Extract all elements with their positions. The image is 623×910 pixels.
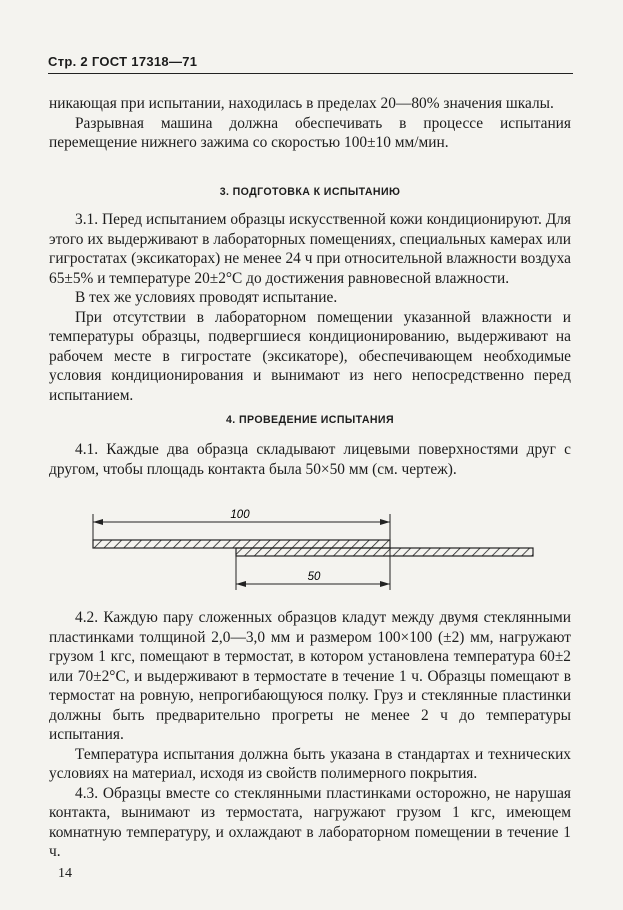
section-3-text: [49, 210, 571, 405]
page-number: 14: [58, 866, 72, 881]
section-4-text-b: [49, 608, 571, 862]
paragraph-4-2-temperature: Температура испытания должна быть указана в стандартах и технических условиях на материал, исходя из свойств полимерного покрытия.: [49, 745, 571, 782]
paragraph-4-3: 4.3. Образцы вместе со стеклянными пластинками осторожно, не нарушая контакта, вынимают из термостата, нагружают грузом 1 кгс, имеющем комнатную температуру, и охлаждают в лабораторном помещении в течение 1 ч.: [49, 784, 571, 860]
dimension-100-label: 100: [230, 509, 250, 521]
paragraph-3-1: 3.1. Перед испытанием образцы искусственной кожи кондиционируют. Для этого их выдерживают в лабораторных помещениях, специальных камерах или гигростатах (эксикаторах) не менее 24 ч при относительной влажности воздуха 65±5% и температуре 20±2°C до достижения равновесной влажности.: [49, 211, 571, 287]
paragraph-continuation: никающая при испытании, находилась в пределах 20—80% значения шкалы.: [49, 95, 554, 112]
section-3-heading: 3. ПОДГОТОВКА К ИСПЫТАНИЮ: [219, 186, 401, 198]
section-4-heading: 4. ПРОВЕДЕНИЕ ИСПЫТАНИЯ: [226, 414, 394, 426]
dimension-50-label: 50: [307, 571, 321, 583]
paragraph-4-1: 4.1. Каждые два образца складывают лицевыми поверхностями друг с другом, чтобы площадь контакта была 50×50 мм (см. чертеж).: [49, 441, 571, 478]
paragraph-machine-speed: Разрывная машина должна обеспечивать в процессе испытания перемещение нижнего зажима со скоростью 100±10 мм/мин.: [49, 114, 571, 151]
section-4-text-a: [49, 440, 571, 479]
intro-text: [49, 94, 571, 153]
specimen-overlap-drawing: [80, 502, 550, 594]
paragraph-4-2: 4.2. Каждую пару сложенных образцов кладут между двумя стеклянными пластинками толщиной 2,0—3,0 мм и размером 100×100 (±2) мм, нагружают грузом 1 кгс, помещают в термостат, в котором установлена температура 60±2 или 70±2°C, и выдерживают в термостате в течение 1 ч. Образцы помещают в термостат на ровную, непрогибающуюся полку. Груз и стеклянные пластинки должны быть предварительно прогреты не менее 2 ч до температуры испытания.: [49, 609, 571, 743]
paragraph-3-1-absence: При отсутствии в лабораторном помещении указанной влажности и температуры образцы, подвергшиеся кондиционированию, выдерживают на рабочем месте в гигростате (эксикаторе), обеспечивающем необходимые условия кондиционирования и вынимают из него непосредственно перед испытанием.: [49, 308, 571, 404]
running-header: Стр. 2 ГОСТ 17318—71: [48, 54, 198, 69]
paragraph-3-1-conditions: В тех же условиях проводят испытание.: [75, 289, 338, 306]
specimen-lower-strip: [236, 548, 533, 556]
specimen-upper-strip: [93, 540, 390, 548]
header-rule: [48, 73, 573, 74]
